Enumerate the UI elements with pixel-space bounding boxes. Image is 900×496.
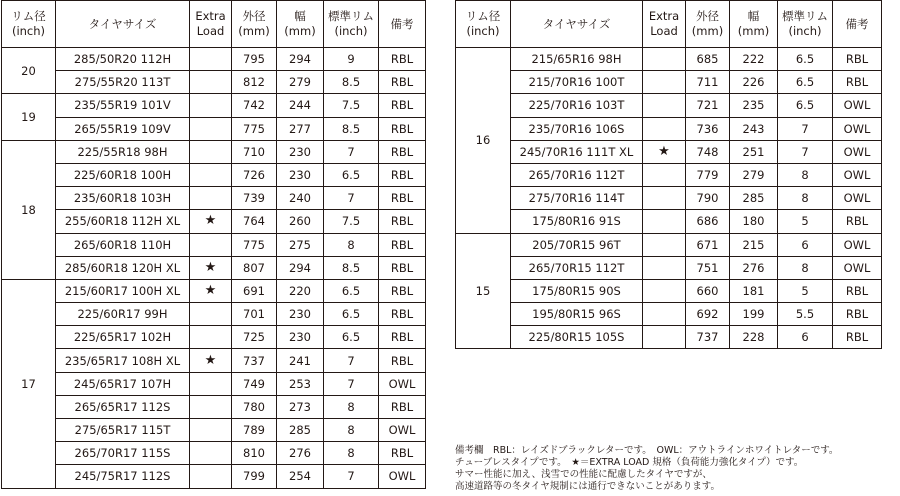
width-cell: 181 [730, 279, 778, 302]
remarks-cell: OWL [833, 94, 882, 117]
remarks-cell: RBL [379, 117, 426, 140]
outer-diameter-cell: 812 [232, 71, 277, 94]
table-row [2, 465, 426, 488]
standard-rim-cell: 8.5 [324, 117, 379, 140]
table-row [456, 303, 882, 326]
standard-rim-cell: 7 [778, 140, 833, 163]
standard-rim-cell: 5.5 [778, 303, 833, 326]
outer-diameter-cell: 701 [232, 303, 277, 326]
table-row [2, 326, 426, 349]
width-cell: 260 [277, 210, 324, 233]
outer-diameter-cell: 737 [686, 326, 730, 349]
standard-rim-cell: 9 [324, 48, 379, 71]
tire-size-cell: 225/80R15 105S [511, 326, 643, 349]
outer-diameter-cell: 692 [686, 303, 730, 326]
right-table-body [456, 48, 882, 349]
remarks-cell: RBL [833, 48, 882, 71]
tire-size-cell: 265/60R18 110H [56, 233, 190, 256]
width-cell: 230 [277, 303, 324, 326]
width-cell: 276 [277, 442, 324, 465]
extra-load-star-cell: ★ [190, 210, 232, 233]
outer-diameter-cell: 710 [232, 140, 277, 163]
remarks-cell: RBL [379, 279, 426, 302]
table-row [456, 117, 882, 140]
standard-rim-cell: 8 [778, 163, 833, 186]
outer-diameter-cell: 686 [686, 210, 730, 233]
width-cell: 273 [277, 395, 324, 418]
extra-load-star-cell [190, 233, 232, 256]
left-table-body [2, 48, 426, 489]
standard-rim-cell: 7.5 [324, 210, 379, 233]
tire-size-header: タイヤサイズ [56, 1, 190, 48]
standard-rim-cell: 8 [778, 187, 833, 210]
outer-diameter-cell: 790 [686, 187, 730, 210]
extra-load-star-cell [190, 140, 232, 163]
extra-load-star-cell [190, 71, 232, 94]
rim-diameter-cell: 17 [2, 279, 56, 488]
remarks-header: 備考 [379, 1, 426, 48]
standard-rim-cell: 6.5 [324, 303, 379, 326]
standard-rim-cell: 8 [324, 233, 379, 256]
outer-diameter-cell: 739 [232, 187, 277, 210]
width-cell: 285 [730, 187, 778, 210]
remarks-cell: RBL [379, 303, 426, 326]
remarks-cell: RBL [379, 233, 426, 256]
extra-load-star-cell: ★ [190, 279, 232, 302]
width-cell: 294 [277, 48, 324, 71]
tire-size-cell: 245/70R16 111T XL [511, 140, 643, 163]
tire-size-cell: 215/60R17 100H XL [56, 279, 190, 302]
rim-diameter-cell: 19 [2, 94, 56, 140]
width-cell: 285 [277, 419, 324, 442]
outer-diameter-cell: 795 [232, 48, 277, 71]
remarks-cell: OWL [379, 372, 426, 395]
width-cell: 277 [277, 117, 324, 140]
standard-rim-header: 標準リム (inch) [324, 1, 379, 48]
width-cell: 230 [277, 163, 324, 186]
width-cell: 240 [277, 187, 324, 210]
remarks-cell: RBL [379, 349, 426, 372]
width-cell: 228 [730, 326, 778, 349]
extra-load-star-cell [190, 419, 232, 442]
outer-diameter-cell: 721 [686, 94, 730, 117]
remarks-cell: OWL [833, 233, 882, 256]
width-cell: 279 [730, 163, 778, 186]
standard-rim-cell: 8 [324, 419, 379, 442]
outer-diameter-cell: 726 [232, 163, 277, 186]
extra-load-star-cell [190, 117, 232, 140]
standard-rim-cell: 6.5 [324, 326, 379, 349]
remarks-cell: RBL [379, 140, 426, 163]
header-row [2, 1, 426, 48]
standard-rim-cell: 7 [324, 187, 379, 210]
outer-diameter-cell: 810 [232, 442, 277, 465]
tire-size-cell: 265/70R15 112T [511, 256, 643, 279]
outer-diameter-cell: 748 [686, 140, 730, 163]
remarks-header: 備考 [833, 1, 882, 48]
extra-load-star-cell [643, 303, 686, 326]
width-cell: 230 [277, 140, 324, 163]
remarks-cell: RBL [379, 210, 426, 233]
footnote-line: サマー性能に加え、浅雪での性能に配慮したタイヤですが、 [455, 469, 712, 480]
tire-size-cell: 265/70R16 112T [511, 163, 643, 186]
outer-diameter-cell: 736 [686, 117, 730, 140]
remarks-cell: RBL [379, 326, 426, 349]
extra-load-star-cell [190, 94, 232, 117]
table-row [2, 233, 426, 256]
width-header: 幅 (mm) [277, 1, 324, 48]
width-cell: 215 [730, 233, 778, 256]
extra-load-star-cell [643, 210, 686, 233]
outer-diameter-cell: 660 [686, 279, 730, 302]
extra-load-star-cell [643, 94, 686, 117]
table-row [2, 94, 426, 117]
table-row [2, 210, 426, 233]
table-row [456, 71, 882, 94]
extra-load-star-cell [190, 465, 232, 488]
tire-size-cell: 285/60R18 120H XL [56, 256, 190, 279]
remarks-cell: OWL [379, 465, 426, 488]
table-row [456, 48, 882, 71]
width-cell: 226 [730, 71, 778, 94]
left-spec-table [1, 0, 426, 489]
table-row [456, 279, 882, 302]
table-row [456, 163, 882, 186]
outer-diameter-cell: 737 [232, 349, 277, 372]
rim-diameter-header: リム径 (inch) [456, 1, 511, 48]
standard-rim-cell: 5 [778, 210, 833, 233]
extra-load-star-cell [643, 256, 686, 279]
extra-load-star-cell [643, 117, 686, 140]
width-cell: 230 [277, 326, 324, 349]
standard-rim-cell: 6 [778, 233, 833, 256]
width-cell: 243 [730, 117, 778, 140]
tire-size-cell: 275/65R17 115T [56, 419, 190, 442]
standard-rim-cell: 8.5 [324, 256, 379, 279]
tire-size-cell: 265/55R19 109V [56, 117, 190, 140]
standard-rim-cell: 7 [324, 140, 379, 163]
extra-load-star-cell [643, 163, 686, 186]
extra-load-star-cell [190, 48, 232, 71]
tire-size-cell: 245/65R17 107H [56, 372, 190, 395]
tire-size-cell: 225/60R18 100H [56, 163, 190, 186]
extra-load-header: Extra Load [643, 1, 686, 48]
width-cell: 241 [277, 349, 324, 372]
extra-load-star-cell: ★ [190, 256, 232, 279]
extra-load-star-cell [190, 163, 232, 186]
table-row [2, 372, 426, 395]
header-row [456, 1, 882, 48]
outer-diameter-cell: 749 [232, 372, 277, 395]
table-row [456, 210, 882, 233]
standard-rim-cell: 7.5 [324, 94, 379, 117]
extra-load-star-cell [190, 303, 232, 326]
remarks-cell: RBL [379, 395, 426, 418]
width-cell: 254 [277, 465, 324, 488]
outer-diameter-cell: 799 [232, 465, 277, 488]
remarks-cell: RBL [379, 256, 426, 279]
standard-rim-cell: 6 [778, 326, 833, 349]
footnote [455, 445, 895, 493]
rim-diameter-cell: 16 [456, 48, 511, 234]
remarks-cell: RBL [833, 71, 882, 94]
remarks-cell: RBL [379, 94, 426, 117]
width-cell: 251 [730, 140, 778, 163]
tire-size-cell: 265/70R17 115S [56, 442, 190, 465]
outer-diameter-cell: 764 [232, 210, 277, 233]
extra-load-star-cell [190, 187, 232, 210]
remarks-cell: RBL [833, 210, 882, 233]
extra-load-star-cell [643, 187, 686, 210]
outer-diameter-cell: 775 [232, 233, 277, 256]
tire-size-cell: 255/60R18 112H XL [56, 210, 190, 233]
extra-load-star-cell [643, 326, 686, 349]
width-cell: 180 [730, 210, 778, 233]
table-row [2, 303, 426, 326]
tire-size-cell: 285/50R20 112H [56, 48, 190, 71]
width-cell: 220 [277, 279, 324, 302]
standard-rim-cell: 7 [324, 372, 379, 395]
extra-load-star-cell: ★ [643, 140, 686, 163]
table-row [456, 94, 882, 117]
remarks-cell: RBL [833, 326, 882, 349]
remarks-cell: RBL [379, 163, 426, 186]
table-row [2, 187, 426, 210]
outer-diameter-cell: 671 [686, 233, 730, 256]
table-row [2, 117, 426, 140]
width-cell: 276 [730, 256, 778, 279]
tire-size-cell: 175/80R15 90S [511, 279, 643, 302]
width-cell: 275 [277, 233, 324, 256]
outer-diameter-cell: 711 [686, 71, 730, 94]
extra-load-star-cell [190, 326, 232, 349]
outer-diameter-cell: 691 [232, 279, 277, 302]
table-row [456, 256, 882, 279]
footnote-line: 備考欄 RBL：レイズドブラックレターです。 OWL：アウトラインホワイトレターです。 [455, 445, 839, 456]
outer-diameter-cell: 725 [232, 326, 277, 349]
standard-rim-cell: 6.5 [778, 94, 833, 117]
table-row [456, 326, 882, 349]
table-row [2, 163, 426, 186]
remarks-cell: OWL [833, 187, 882, 210]
remarks-cell: OWL [833, 163, 882, 186]
standard-rim-cell: 6.5 [324, 279, 379, 302]
width-cell: 222 [730, 48, 778, 71]
extra-load-star-cell [190, 395, 232, 418]
table-row [456, 233, 882, 256]
outer-diameter-cell: 780 [232, 395, 277, 418]
remarks-cell: OWL [833, 140, 882, 163]
standard-rim-cell: 7 [778, 117, 833, 140]
table-row [2, 71, 426, 94]
extra-load-star-cell [643, 48, 686, 71]
width-cell: 244 [277, 94, 324, 117]
remarks-cell: RBL [833, 279, 882, 302]
table-row [456, 187, 882, 210]
tire-size-cell: 225/60R17 99H [56, 303, 190, 326]
table-row [456, 140, 882, 163]
standard-rim-cell: 8 [324, 442, 379, 465]
rim-diameter-cell: 18 [2, 140, 56, 279]
footnote-line: チューブレスタイプです。 ★＝EXTRA LOAD 規格（負荷能力強化タイプ）です。 [455, 457, 804, 468]
footnote-line: 高速道路等の冬タイヤ規制には通行できないことがあります。 [455, 481, 721, 492]
tire-size-cell: 275/70R16 114T [511, 187, 643, 210]
tire-size-cell: 245/75R17 112S [56, 465, 190, 488]
table-row [2, 48, 426, 71]
remarks-cell: OWL [833, 117, 882, 140]
tire-size-cell: 205/70R15 96T [511, 233, 643, 256]
outer-diameter-cell: 779 [686, 163, 730, 186]
standard-rim-cell: 6.5 [778, 71, 833, 94]
remarks-cell: RBL [379, 71, 426, 94]
tire-size-cell: 215/70R16 100T [511, 71, 643, 94]
tire-size-cell: 235/60R18 103H [56, 187, 190, 210]
remarks-cell: RBL [833, 303, 882, 326]
table-row [2, 442, 426, 465]
extra-load-header: Extra Load [190, 1, 232, 48]
remarks-cell: OWL [833, 256, 882, 279]
table-row [2, 419, 426, 442]
tire-size-cell: 225/65R17 102H [56, 326, 190, 349]
outer-diameter-header: 外径 (mm) [686, 1, 730, 48]
standard-rim-cell: 5 [778, 279, 833, 302]
extra-load-star-cell [190, 372, 232, 395]
table-row [2, 279, 426, 302]
rim-diameter-cell: 20 [2, 48, 56, 94]
width-cell: 279 [277, 71, 324, 94]
extra-load-star-cell [643, 233, 686, 256]
tire-size-cell: 215/65R16 98H [511, 48, 643, 71]
tire-size-header: タイヤサイズ [511, 1, 643, 48]
rim-diameter-cell: 15 [456, 233, 511, 349]
outer-diameter-cell: 775 [232, 117, 277, 140]
table-row [2, 395, 426, 418]
extra-load-star-cell [643, 279, 686, 302]
table-row [2, 256, 426, 279]
remarks-cell: OWL [379, 419, 426, 442]
tire-size-cell: 195/80R15 96S [511, 303, 643, 326]
outer-diameter-cell: 807 [232, 256, 277, 279]
extra-load-star-cell: ★ [190, 349, 232, 372]
remarks-cell: RBL [379, 187, 426, 210]
standard-rim-cell: 7 [324, 349, 379, 372]
tire-size-cell: 275/55R20 113T [56, 71, 190, 94]
standard-rim-cell: 6.5 [324, 163, 379, 186]
table-row [2, 349, 426, 372]
standard-rim-cell: 8 [324, 395, 379, 418]
width-cell: 294 [277, 256, 324, 279]
tire-size-cell: 235/65R17 108H XL [56, 349, 190, 372]
standard-rim-header: 標準リム (inch) [778, 1, 833, 48]
tire-size-cell: 235/55R19 101V [56, 94, 190, 117]
extra-load-star-cell [643, 71, 686, 94]
width-header: 幅 (mm) [730, 1, 778, 48]
width-cell: 235 [730, 94, 778, 117]
outer-diameter-cell: 751 [686, 256, 730, 279]
tire-size-cell: 175/80R16 91S [511, 210, 643, 233]
standard-rim-cell: 6.5 [778, 48, 833, 71]
tire-size-cell: 225/55R18 98H [56, 140, 190, 163]
remarks-cell: RBL [379, 442, 426, 465]
tire-size-cell: 265/65R17 112S [56, 395, 190, 418]
outer-diameter-header: 外径 (mm) [232, 1, 277, 48]
width-cell: 199 [730, 303, 778, 326]
outer-diameter-cell: 685 [686, 48, 730, 71]
tire-size-cell: 235/70R16 106S [511, 117, 643, 140]
remarks-cell: RBL [379, 48, 426, 71]
standard-rim-cell: 8 [778, 256, 833, 279]
outer-diameter-cell: 789 [232, 419, 277, 442]
extra-load-star-cell [190, 442, 232, 465]
tire-size-cell: 225/70R16 103T [511, 94, 643, 117]
outer-diameter-cell: 742 [232, 94, 277, 117]
standard-rim-cell: 7 [324, 465, 379, 488]
width-cell: 253 [277, 372, 324, 395]
table-row [2, 140, 426, 163]
standard-rim-cell: 8.5 [324, 71, 379, 94]
right-spec-table [455, 0, 882, 349]
rim-diameter-header: リム径 (inch) [2, 1, 56, 48]
